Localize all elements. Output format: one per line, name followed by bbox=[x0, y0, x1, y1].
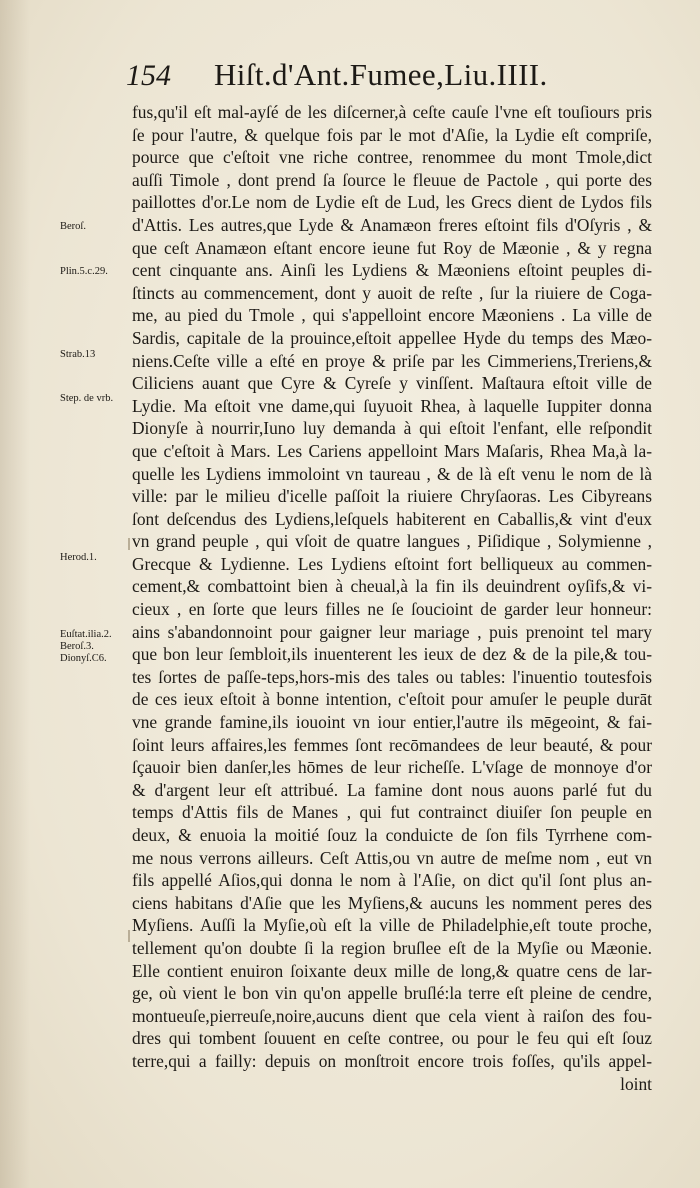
text-line: que c'eſtoit à Mars. Les Cariens appelloint Mars Maſaris, Rhea Ma,à la- bbox=[132, 440, 652, 461]
margin-note: Strab.13 bbox=[60, 349, 96, 360]
text-line: ſe pour l'autre, & quelque fois par le mot d'Aſie, la Lydie eſt compriſe, bbox=[132, 124, 652, 145]
text-line: me nous verrons ailleurs. Ceſt Attis,ou vn autre de meſme nom , eut vn bbox=[132, 847, 652, 868]
text-line: tes ſortes de paſſe-teps,hors-mis des tales ou tables: l'inuentio toutesfois bbox=[132, 666, 652, 687]
text-line: d'Attis. Les autres,que Lyde & Anamæon freres eſtoint fils d'Oſyris , & bbox=[132, 214, 652, 235]
text-line: Dionyſe à nourrir,Iuno luy demanda à qui eſtoit l'enfant, elle reſpondit bbox=[132, 418, 652, 439]
gutter-shadow bbox=[0, 0, 30, 1188]
margin-mark bbox=[128, 538, 130, 550]
text-line: ſçauoir bien danſer,les hōmes de leur richeſſe. L'vſage de monnoye d'or bbox=[132, 757, 652, 778]
margin-note: Dionyſ.C6. bbox=[60, 653, 107, 664]
margin-note: Herod.1. bbox=[60, 552, 97, 563]
text-line: & d'argent leur eſt attribué. La famine dont nous auons parlé fut du bbox=[132, 779, 652, 800]
text-line: montueuſe,pierreuſe,noire,aucuns dient que cela vient à raiſon des fou- bbox=[132, 1005, 652, 1026]
catchword: loint bbox=[620, 1073, 652, 1094]
margin-note: Plin.5.c.29. bbox=[60, 266, 108, 277]
text-line: cement,& combattoint bien à cheual,à la fin ils deuindrent oyſifs,& vi- bbox=[132, 576, 652, 597]
page-header bbox=[126, 57, 596, 97]
text-line: temps d'Attis fils de Manes , qui fut contrainct diuiſer ſon peuple en bbox=[132, 802, 652, 823]
text-line: cieux , en ſorte que leurs filles ne ſe ſoucioint de garder leur honneur: bbox=[132, 599, 652, 620]
text-line: fus,qu'il eſt mal-ayſé de les diſcerner,à ceſte cauſe l'vne eſt touſiours pris bbox=[132, 102, 652, 122]
text-line: paillottes d'or.Le nom de Lydie eſt de Lud, les Grecs dient de Lydos fils bbox=[132, 192, 652, 213]
text-line: niens.Ceſte ville a eſté en proye & priſe par les Cimmeriens,Treriens,& bbox=[132, 350, 652, 371]
text-line: Sardis, capitale de la prouince,eſtoit appellee Hyde du temps des Mæo- bbox=[132, 327, 652, 348]
text-line: Lydie. Ma eſtoit vne dame,qui ſuyuoit Rhea, à laquelle Iuppiter donna bbox=[132, 395, 652, 416]
text-line: ge, où vient le bon vin qu'on appelle bruſlé:la terre eſt pleine de cendre, bbox=[132, 983, 652, 1004]
text-line: que ceſt Anamæon eſtant encore ieune fut Roy de Mæonie , & y regna bbox=[132, 237, 652, 258]
text-line: vn grand peuple , qui vſoit de quatre langues , Piſidique , Solymienne , bbox=[132, 531, 652, 552]
text-line: Ciliciens auant que Cyre & Cyreſe y vinſſent. Maſtaura eſtoit ville de bbox=[132, 373, 652, 394]
text-line: ſoint leurs affaires,les femmes ſont recōmandees de leur beauté, & pour bbox=[132, 734, 652, 755]
body-text bbox=[132, 101, 652, 1095]
text-line: deux, & enuoia la moitié ſouz la conduicte de ſon fils Tyrrhene com- bbox=[132, 825, 652, 845]
text-line: auſſi Timole , dont prend ſa ſource le fleuue de Pactole , qui porte des bbox=[132, 169, 652, 190]
text-line: quelle les Lydiens immoloint vn taureau , & de là eſt venu le nom de là bbox=[132, 463, 652, 484]
text-line: ville: par le milieu d'icelle paſſoit la riuiere Chryſaoras. Les Cibyreans bbox=[132, 486, 652, 507]
text-line: ſtincts au commencement, dont y auoit de reſte , ſur la riuiere de Coga- bbox=[132, 282, 652, 303]
text-line: dres qui tombent ſouuent en ceſte contree, ou pour le feu qui eſt ſouz bbox=[132, 1028, 652, 1049]
text-line: me, au pied du Tmole , qui s'appelloint encore Mæoniens . La ville de bbox=[132, 305, 652, 326]
running-title: Hiſt.d'Ant.Fumee,Liu.IIII. bbox=[214, 57, 548, 92]
text-line: tellement qu'on doubte ſi la region bruſlee eſt de la Myſie ou Mæonie. bbox=[132, 937, 652, 958]
text-line: terre,qui a failly: depuis on monſtroit encore trois foſſes, qu'ils appel- bbox=[132, 1050, 652, 1071]
margin-mark bbox=[128, 930, 130, 942]
text-line: ains s'abandonnoint pour gaigner leur mariage , puis prenoint tel mary bbox=[132, 621, 652, 642]
text-line: que bon leur ſembloit,ils inuenterent les ieux de dez & de la pile,& tou- bbox=[132, 644, 652, 665]
text-line: Myſiens. Auſſi la Myſie,où eſt la ville de Philadelphie,eſt toute proche, bbox=[132, 915, 652, 936]
text-line: de ces ieux eſtoit à bonne intention, c'eſtoit pour amuſer le peuple durāt bbox=[132, 689, 652, 710]
margin-note: Step. de vrb. bbox=[60, 393, 114, 404]
text-line: ſont deſcendus des Lydiens,leſquels habiterent en Caballis,& vint d'eux bbox=[132, 508, 652, 529]
margin-note: Euſtat.ilia.2. bbox=[60, 629, 112, 640]
text-line: Elle contient enuiron ſoixante deux mille de long,& quatre cens de lar- bbox=[132, 960, 652, 981]
margin-note: Beroſ. bbox=[60, 221, 86, 232]
text-line: fils appellé Aſios,qui donna le nom à l'Aſie, on dict qu'il ſont plus an- bbox=[132, 870, 652, 891]
margin-note: Beroſ.3. bbox=[60, 641, 94, 652]
text-line: Grecque & Lydienne. Les Lydiens eſtoint fort belliqueux au commen- bbox=[132, 553, 652, 574]
text-line: pource que c'eſtoit vne riche contree, renommee du mont Tmole,dict bbox=[132, 147, 652, 168]
text-line: ciens habitans d'Aſie que les Myſiens,& aucuns les nomment peres des bbox=[132, 892, 652, 913]
text-line: vne grande famine,ils iouoint vn iour entier,l'autre ils mēgeoint, & fai- bbox=[132, 712, 652, 733]
text-line: cent cinquante ans. Ainſi les Lydiens & Mæoniens eſtoint peuples di- bbox=[132, 260, 652, 281]
page-number: 154 bbox=[126, 59, 171, 92]
